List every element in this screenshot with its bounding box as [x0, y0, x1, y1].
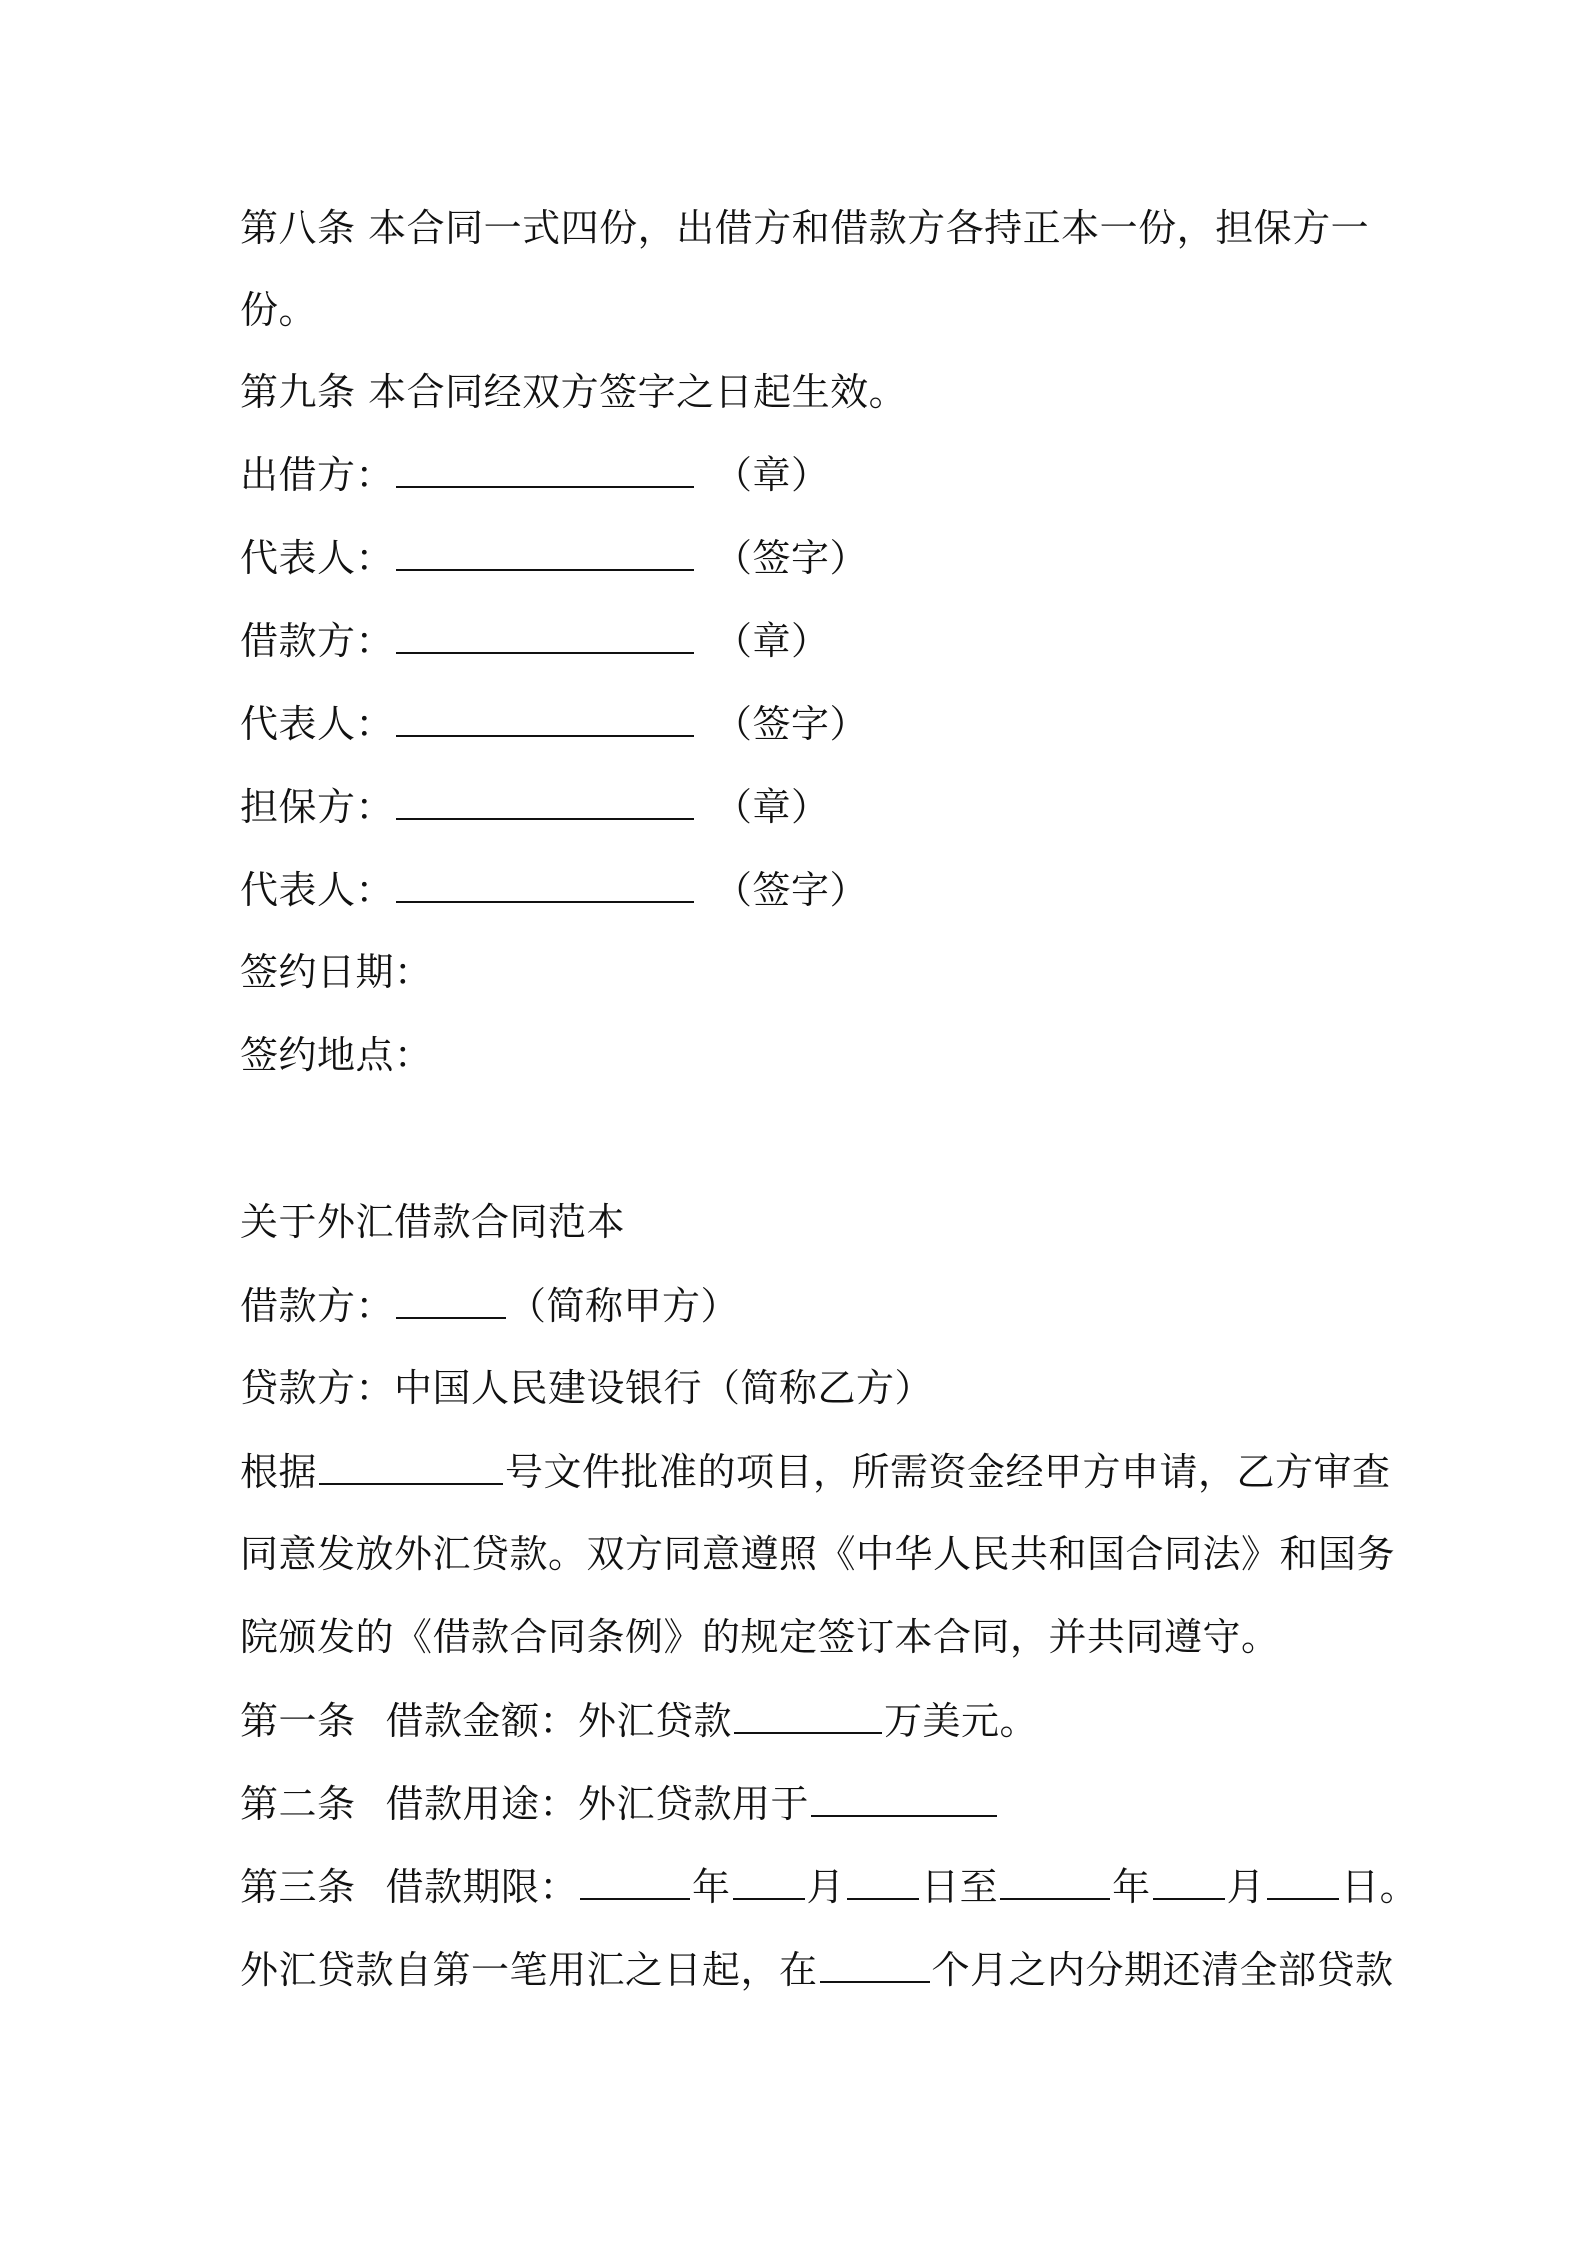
repayment-line: [240, 1941, 1394, 1997]
intro-line-2: 同意发放外汇贷款。双方同意遵照《中华人民共和国合同法》和国务: [240, 1532, 1396, 1576]
article-2-text: 借款用途：外汇贷款用于: [385, 1782, 810, 1826]
document-number-blank: [319, 1443, 503, 1485]
months-blank: [820, 1941, 930, 1983]
year-label: 年: [692, 1865, 731, 1909]
amount-blank: [734, 1692, 882, 1734]
article-3-label: 第三条: [240, 1865, 356, 1909]
start-year-blank: [580, 1858, 690, 1900]
signature-row-guarantor: [240, 778, 830, 834]
intro-line-1: [240, 1443, 1391, 1499]
signature-blank: [396, 778, 694, 820]
day-end-label: 日。: [1341, 1865, 1419, 1909]
signature-note: （章）: [714, 453, 830, 497]
month-label: 月: [806, 1865, 846, 1909]
lender-line: 贷款方：中国人民建设银行（简称乙方）: [240, 1366, 934, 1410]
intro-prefix: 根据: [240, 1450, 318, 1494]
month-label: 月: [1226, 1865, 1266, 1909]
intro-line-3: 院颁发的《借款合同条例》的规定签订本合同，并共同遵守。: [240, 1615, 1280, 1659]
article-3: [240, 1858, 1418, 1914]
repay-suffix: 个月之内分期还清全部贷款: [931, 1948, 1394, 1992]
end-year-blank: [1000, 1858, 1110, 1900]
end-month-blank: [1153, 1858, 1225, 1900]
signature-blank: [396, 446, 694, 488]
signature-note: （签字）: [714, 702, 869, 746]
signature-row-lender: [240, 446, 830, 502]
article-1-label: 第一条: [240, 1699, 356, 1743]
purpose-blank: [811, 1775, 997, 1817]
signature-note: （签字）: [714, 536, 869, 580]
signature-blank: [396, 695, 694, 737]
intro-suffix: 号文件批准的项目，所需资金经甲方申请，乙方审查: [505, 1450, 1391, 1494]
signature-label: 代表人：: [240, 536, 395, 580]
article-2-label: 第二条: [240, 1782, 356, 1826]
repay-prefix: 外汇贷款自第一笔用汇之日起，在: [240, 1948, 818, 1992]
signature-blank: [396, 612, 694, 654]
article-9: 第九条 本合同经双方签字之日起生效。: [240, 370, 908, 414]
signature-label: 借款方：: [240, 619, 395, 663]
signature-row-borrower-rep: [240, 695, 868, 751]
borrower-label: 借款方：: [240, 1284, 395, 1328]
year-label: 年: [1112, 1865, 1151, 1909]
signature-blank: [396, 861, 694, 903]
borrower-blank: [396, 1277, 506, 1319]
article-3-text: 借款期限：: [385, 1865, 579, 1909]
signature-row-guarantor-rep: [240, 861, 868, 917]
contract-title: 关于外汇借款合同范本: [240, 1200, 626, 1244]
article-1: [240, 1692, 1038, 1748]
signature-label: 代表人：: [240, 702, 395, 746]
signature-label: 代表人：: [240, 868, 395, 912]
borrower-line: [240, 1277, 739, 1333]
signature-label: 出借方：: [240, 453, 395, 497]
end-day-blank: [1267, 1858, 1339, 1900]
signature-note: （签字）: [714, 868, 869, 912]
sign-place-label: 签约地点：: [240, 1033, 433, 1077]
article-8-line-2: 份。: [240, 288, 318, 332]
signature-label: 担保方：: [240, 785, 395, 829]
start-month-blank: [733, 1858, 805, 1900]
sign-date-label: 签约日期：: [240, 950, 433, 994]
signature-note: （章）: [714, 785, 830, 829]
signature-row-borrower: [240, 612, 830, 668]
article-8-line-1: 第八条 本合同一式四份，出借方和借款方各持正本一份，担保方一: [240, 206, 1370, 250]
article-1-unit: 万美元。: [884, 1699, 1039, 1743]
article-1-text: 借款金额：外汇贷款: [385, 1699, 733, 1743]
signature-blank: [396, 529, 694, 571]
borrower-note: （简称甲方）: [508, 1284, 740, 1328]
signature-note: （章）: [714, 619, 830, 663]
signature-row-lender-rep: [240, 529, 868, 585]
article-2: [240, 1775, 999, 1831]
start-day-blank: [847, 1858, 919, 1900]
day-to-label: 日至: [921, 1865, 999, 1909]
